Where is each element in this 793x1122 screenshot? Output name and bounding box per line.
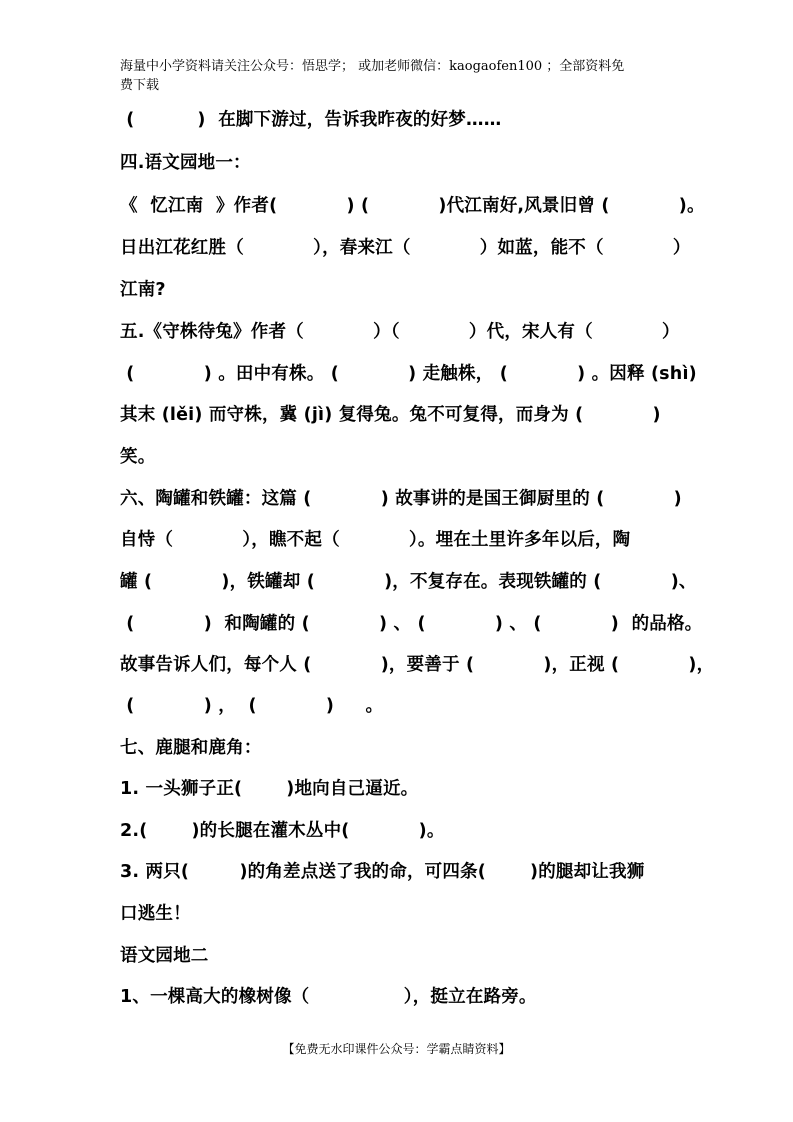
text-line: 自恃（ ），瞧不起（ ）。埋在土里许多年以后，陶 [120,530,631,550]
page-footer: 【免费无水印课件公众号：学霸点睛资料】 [282,1042,511,1056]
page-header [120,57,680,95]
header-line-1: 海量中小学资料请关注公众号：悟思学； 或加老师微信：kaogaofen100 ；全部资料免 [120,59,625,74]
text-line: ( ) 。田中有株。 ( ) 走触株， ( ) 。因释 (shì) [120,364,697,384]
text-line: 1. 一头狮子正( )地向自己逼近。 [120,779,419,799]
text-line: 笑。 [120,447,156,467]
text-line: ( ) ， ( ) 。 [120,696,384,716]
text-line: 日出江花红胜（ ），春来江（ ）如蓝，能不（ ） [120,238,691,258]
text-line: 江南? [120,280,166,300]
text-line: 罐 ( )，铁罐却 ( )，不复存在。表现铁罐的 ( )、 [120,572,697,592]
header-line-2: 费下载 [120,78,160,93]
text-line: 故事告诉人们，每个人 ( )，要善于 ( )，正视 ( )， [120,655,715,675]
text-line: 2.( )的长腿在灌木丛中( )。 [120,821,445,841]
text-line: ( ) 在脚下游过，告诉我昨夜的好梦…… [120,110,502,130]
text-line: 其末 (lěi) 而守株，冀 (jì) 复得兔。兔不可复得，而身为 ( ) [120,405,661,425]
section-heading-6: 六、陶罐和铁罐：这篇 ( ) 故事讲的是国王御厨里的 ( ) [120,489,682,509]
section-heading-4: 四.语文园地一： [120,153,251,173]
text-line: 口逃生！ [120,904,191,924]
section-heading-5: 五.《守株待兔》作者（ ）（ ）代，宋人有（ ） [120,322,680,342]
text-line: 《 忆江南 》作者( ) ( )代江南好,风景旧曾 ( )。 [120,196,705,216]
text-line: 3. 两只( )的角差点送了我的命，可四条( )的腿却让我狮 [120,862,645,882]
section-heading-7: 七、鹿腿和鹿角： [120,738,262,758]
section-heading-unit-2: 语文园地二 [120,946,209,966]
text-line: ( ) 和陶罐的 ( ) 、 ( ) 、 ( ) 的品格。 [120,614,703,634]
text-line: 1、一棵高大的橡树像（ ），挺立在路旁。 [120,987,537,1007]
